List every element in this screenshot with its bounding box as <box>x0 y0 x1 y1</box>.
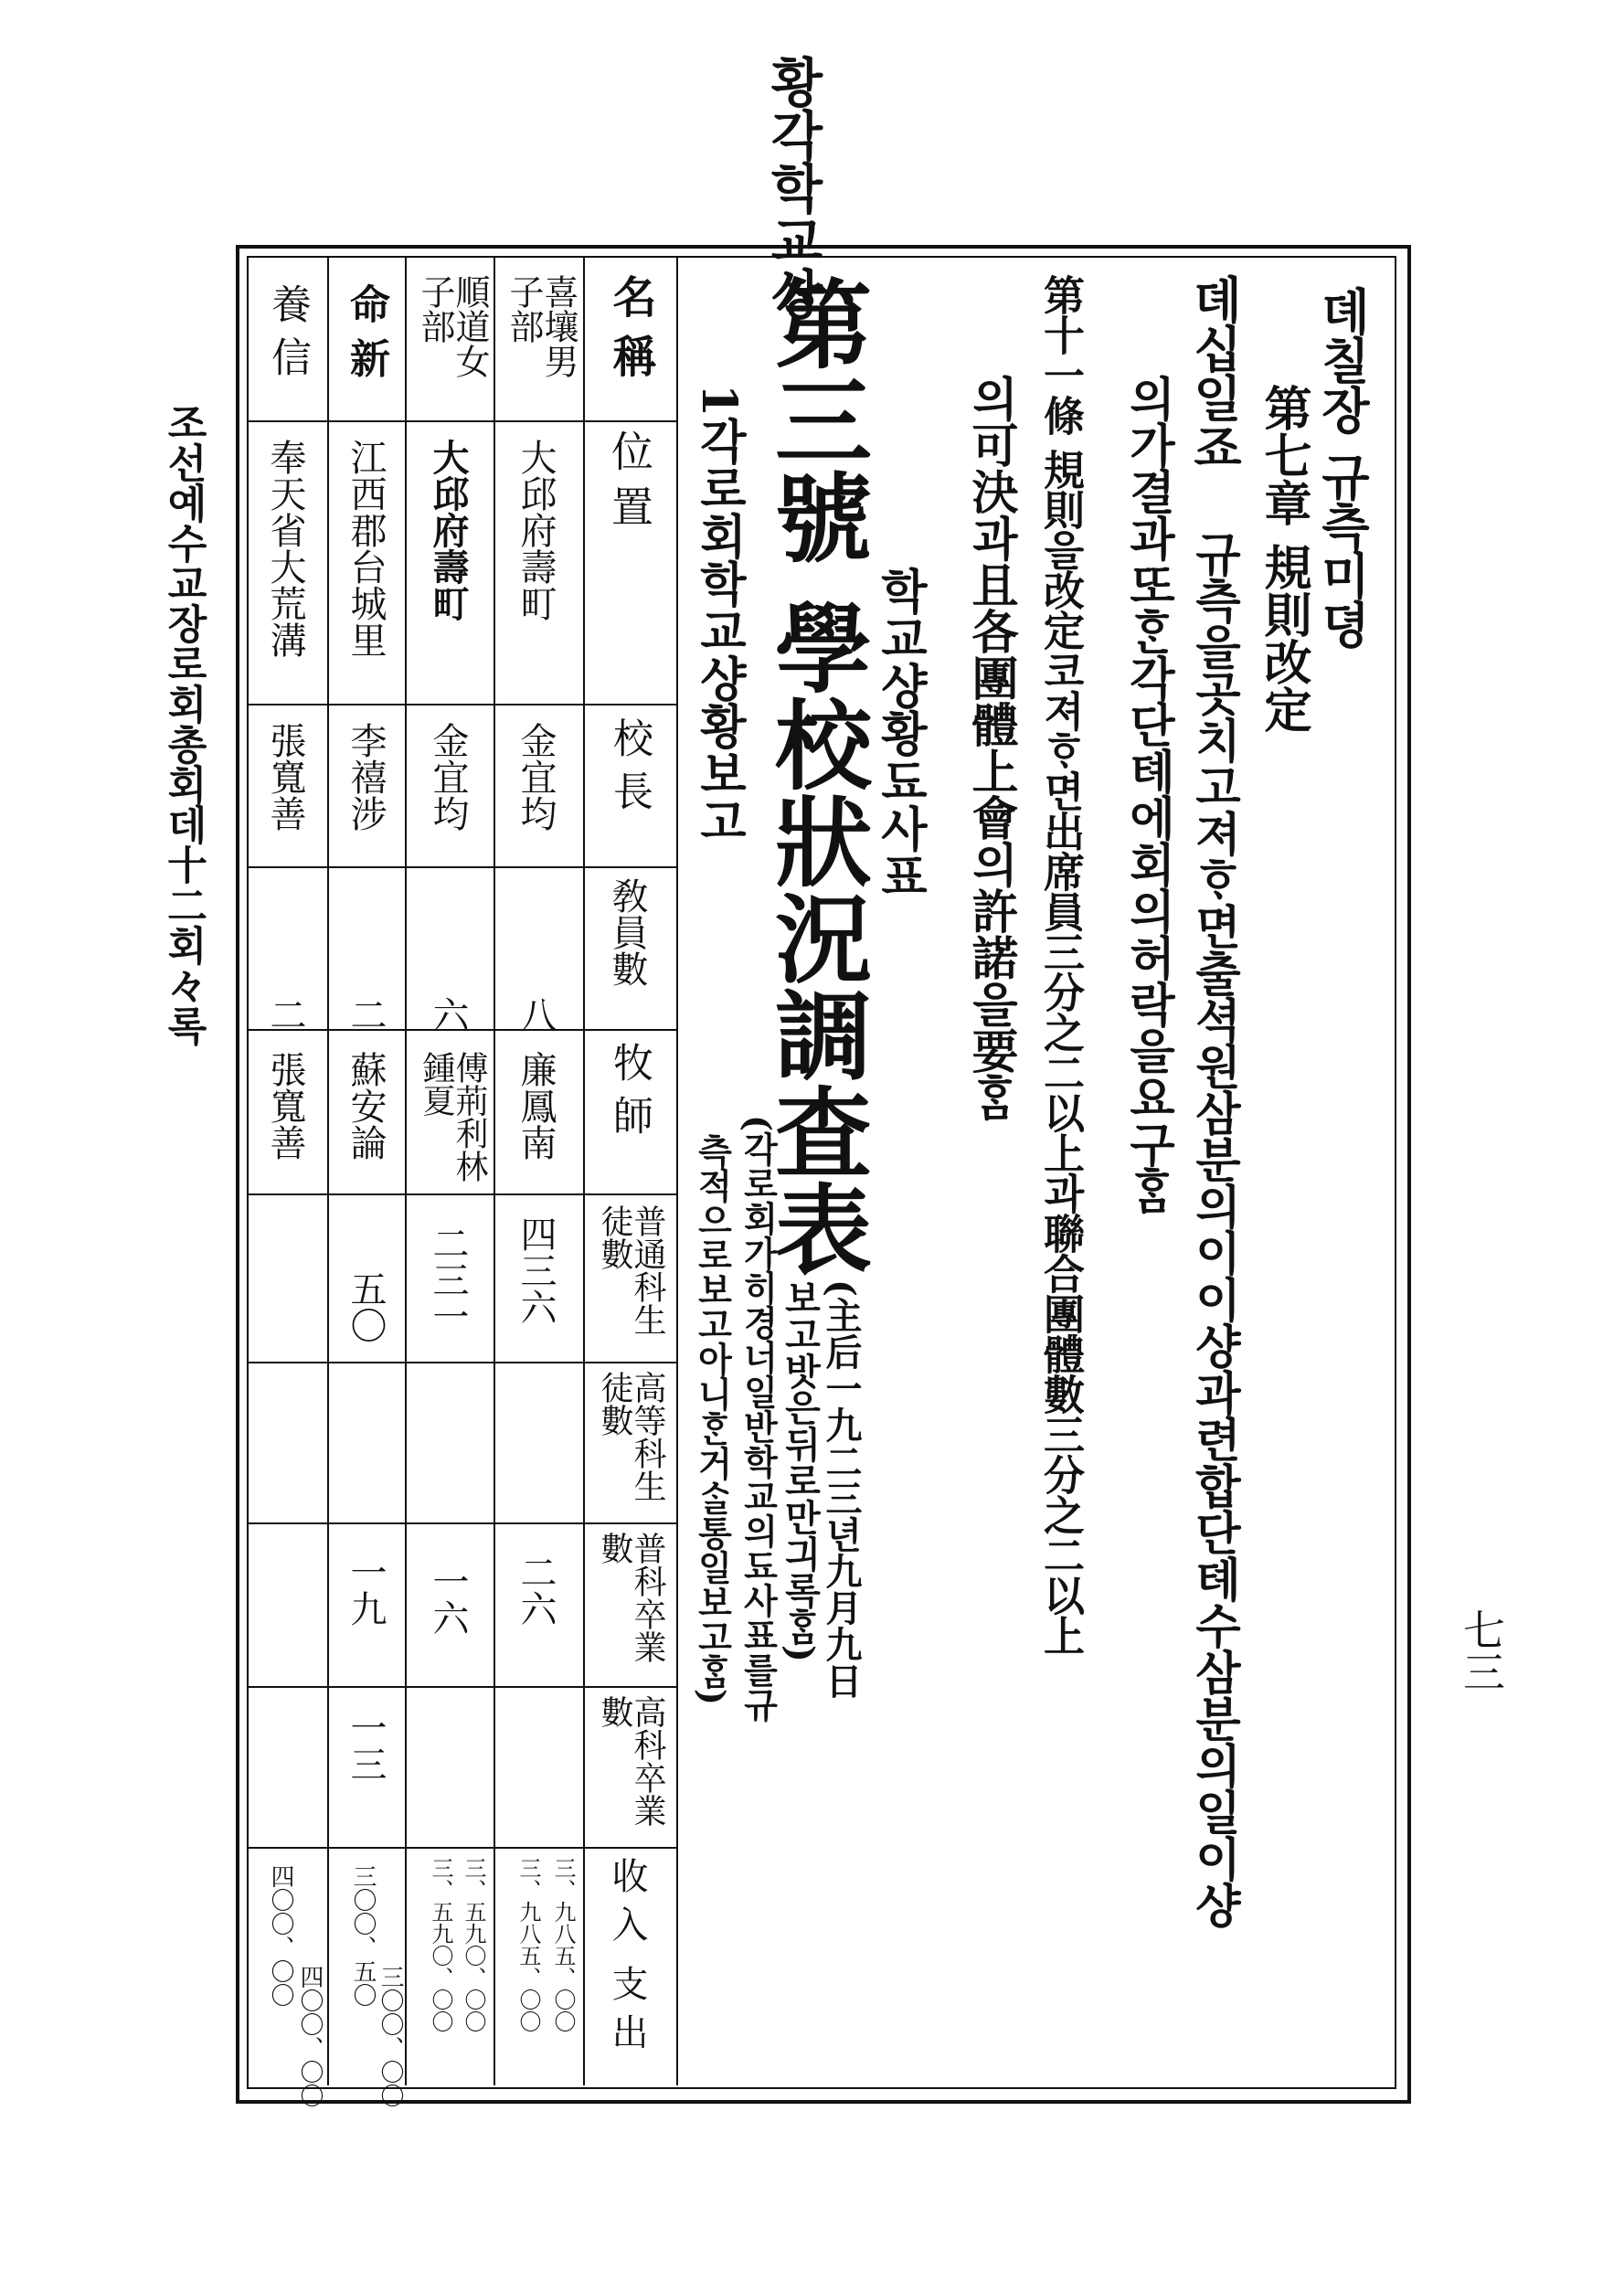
table-row-2-principal: 金宜均 <box>427 722 469 832</box>
header-expense: 支 出 <box>606 1965 648 2050</box>
table-row-4-teachers: 二 <box>264 996 306 1033</box>
table-row-1-regular-grads: 二六 <box>515 1554 557 1627</box>
subheading: 1각로회학교샹황보고 <box>691 384 747 845</box>
table-row-1-regular-students: 四三六 <box>515 1215 557 1325</box>
table-row-2-regular-grads: 一六 <box>427 1563 469 1636</box>
table-row-3-income: 三〇〇、五〇 <box>349 1864 377 2007</box>
section-title: 第三號 學校狀況調査表 <box>759 274 874 1277</box>
table-row-2-regular-students: 二三一 <box>427 1225 469 1334</box>
table-column-divider <box>405 256 407 2085</box>
running-header: 황각학교상 <box>761 55 823 320</box>
header-pastor: 牧 師 <box>606 1042 653 1135</box>
table-row-3-expense: 三〇〇、〇〇 <box>377 1965 404 2107</box>
table-row-3-regular-students: 五〇 <box>345 1270 387 1343</box>
table-row-3-teachers: 二 <box>345 996 387 1033</box>
table-row-2-location: 大邱府壽町 <box>427 439 470 621</box>
table-row-4-pastor: 張寬善 <box>264 1051 306 1161</box>
table-row-3-regular-grads: 一九 <box>345 1554 387 1627</box>
table-row-divider <box>247 1686 676 1688</box>
table-border <box>676 256 678 2085</box>
article11-line2: 의가결과또ᄒᆞᆫ각단톄에회의허락을요구ᄒᆞᆷ <box>1120 375 1175 1214</box>
article11-cn-line1: 第十一條 規則을改定코져ᄒᆞ면出席員三分之二以上과聯合團體數三分之二以上 <box>1036 274 1085 1655</box>
table-row-3-pastor: 蘇安論 <box>345 1051 387 1161</box>
header-teachers: 敎員數 <box>606 877 648 987</box>
table-row-3-name: 命 新 <box>343 283 389 378</box>
table-row-4-name: 養 信 <box>264 283 311 377</box>
header-higher-students: 高等科生徒數 <box>596 1371 666 1502</box>
table-row-2-expense: 三、五九〇、〇〇 <box>461 1857 486 2032</box>
table-row-3-higher-grads: 一三 <box>345 1709 387 1782</box>
header-higher-grads: 高科卒業數 <box>596 1695 666 1827</box>
table-row-2-name: 順道女子部 <box>415 274 490 378</box>
table-column-divider <box>327 256 329 2085</box>
table-row-3-location: 江西郡台城里 <box>345 439 387 658</box>
header-income: 收 入 <box>606 1857 648 1942</box>
table-row-4-income: 四〇〇、〇〇 <box>267 1864 294 2007</box>
table-column-divider <box>583 256 585 2085</box>
running-footer: 조선예수교장로회총회데十二회々록 <box>160 402 207 1045</box>
table-row-divider <box>247 1362 676 1363</box>
section-title-gloss: 학교샹황됴사표 <box>872 567 928 899</box>
table-row-4-location: 奉天省大荒溝 <box>264 439 306 658</box>
table-row-4-principal: 張寬善 <box>264 722 306 832</box>
table-row-2-income: 三、五九〇、〇〇 <box>428 1857 453 2032</box>
date-note: (主后一九二三년九月九日 <box>820 1279 863 1699</box>
table-row-1-income: 三、九八五、〇〇 <box>515 1857 541 2032</box>
header-name: 名 稱 <box>605 274 656 377</box>
header-regular-grads: 普科卒業數 <box>596 1532 666 1663</box>
table-row-divider <box>247 1847 676 1849</box>
article11-line1: 규측을곳치고져ᄒᆞ면출셕원삼분의이이샹과련합단톄수삼분의일이샹 <box>1186 530 1241 1928</box>
table-row-1-teachers: 八 <box>515 996 557 1033</box>
table-row-3-principal: 李禧涉 <box>345 722 387 832</box>
article11-heading: 뎨십일죠 <box>1185 274 1244 472</box>
table-column-divider <box>494 256 495 2085</box>
date-note-2: 보고밧은뒤로만긔록ᄒᆞᆷ) <box>779 1279 822 1662</box>
header-location: 位 置 <box>605 430 654 527</box>
table-row-divider <box>247 866 676 868</box>
chapter7-title: 뎨칠장 규측미뎡 <box>1313 286 1372 649</box>
table-row-2-teachers: 六 <box>427 996 469 1033</box>
table-row-4-expense: 四〇〇、〇〇 <box>296 1965 324 2107</box>
table-row-divider <box>247 704 676 705</box>
header-principal: 校 長 <box>606 717 653 811</box>
table-row-divider <box>247 1522 676 1524</box>
header-regular-students: 普通科生徒數 <box>596 1204 666 1336</box>
note-line-2: 측적으로보고아니ᄒᆞᆫ거ᄉᆞᆯ통일보고ᄒᆞᆷ) <box>692 1133 733 1705</box>
table-row-divider <box>247 420 676 422</box>
table-row-2-pastor: 傅荊利林鍾夏 <box>418 1051 488 1183</box>
table-row-1-expense: 三、九八五、〇〇 <box>550 1857 576 2032</box>
article11-cn-line2: 의可決과且各團體上會의許諾을要ᄒᆞᆷ <box>963 375 1018 1120</box>
table-row-1-name: 喜壤男子部 <box>504 274 578 378</box>
note-line-1: (각로회가히경너일반학교의됴사표를규 <box>738 1115 779 1722</box>
table-row-divider <box>247 1193 676 1195</box>
chapter7-heading: 第七章 規則改定 <box>1256 384 1311 734</box>
page-number: 七三 <box>1457 1608 1506 1692</box>
table-row-1-location: 大邱府壽町 <box>515 439 557 621</box>
table-row-1-principal: 金宜均 <box>515 722 557 832</box>
table-row-1-pastor: 廉鳳南 <box>515 1051 557 1161</box>
